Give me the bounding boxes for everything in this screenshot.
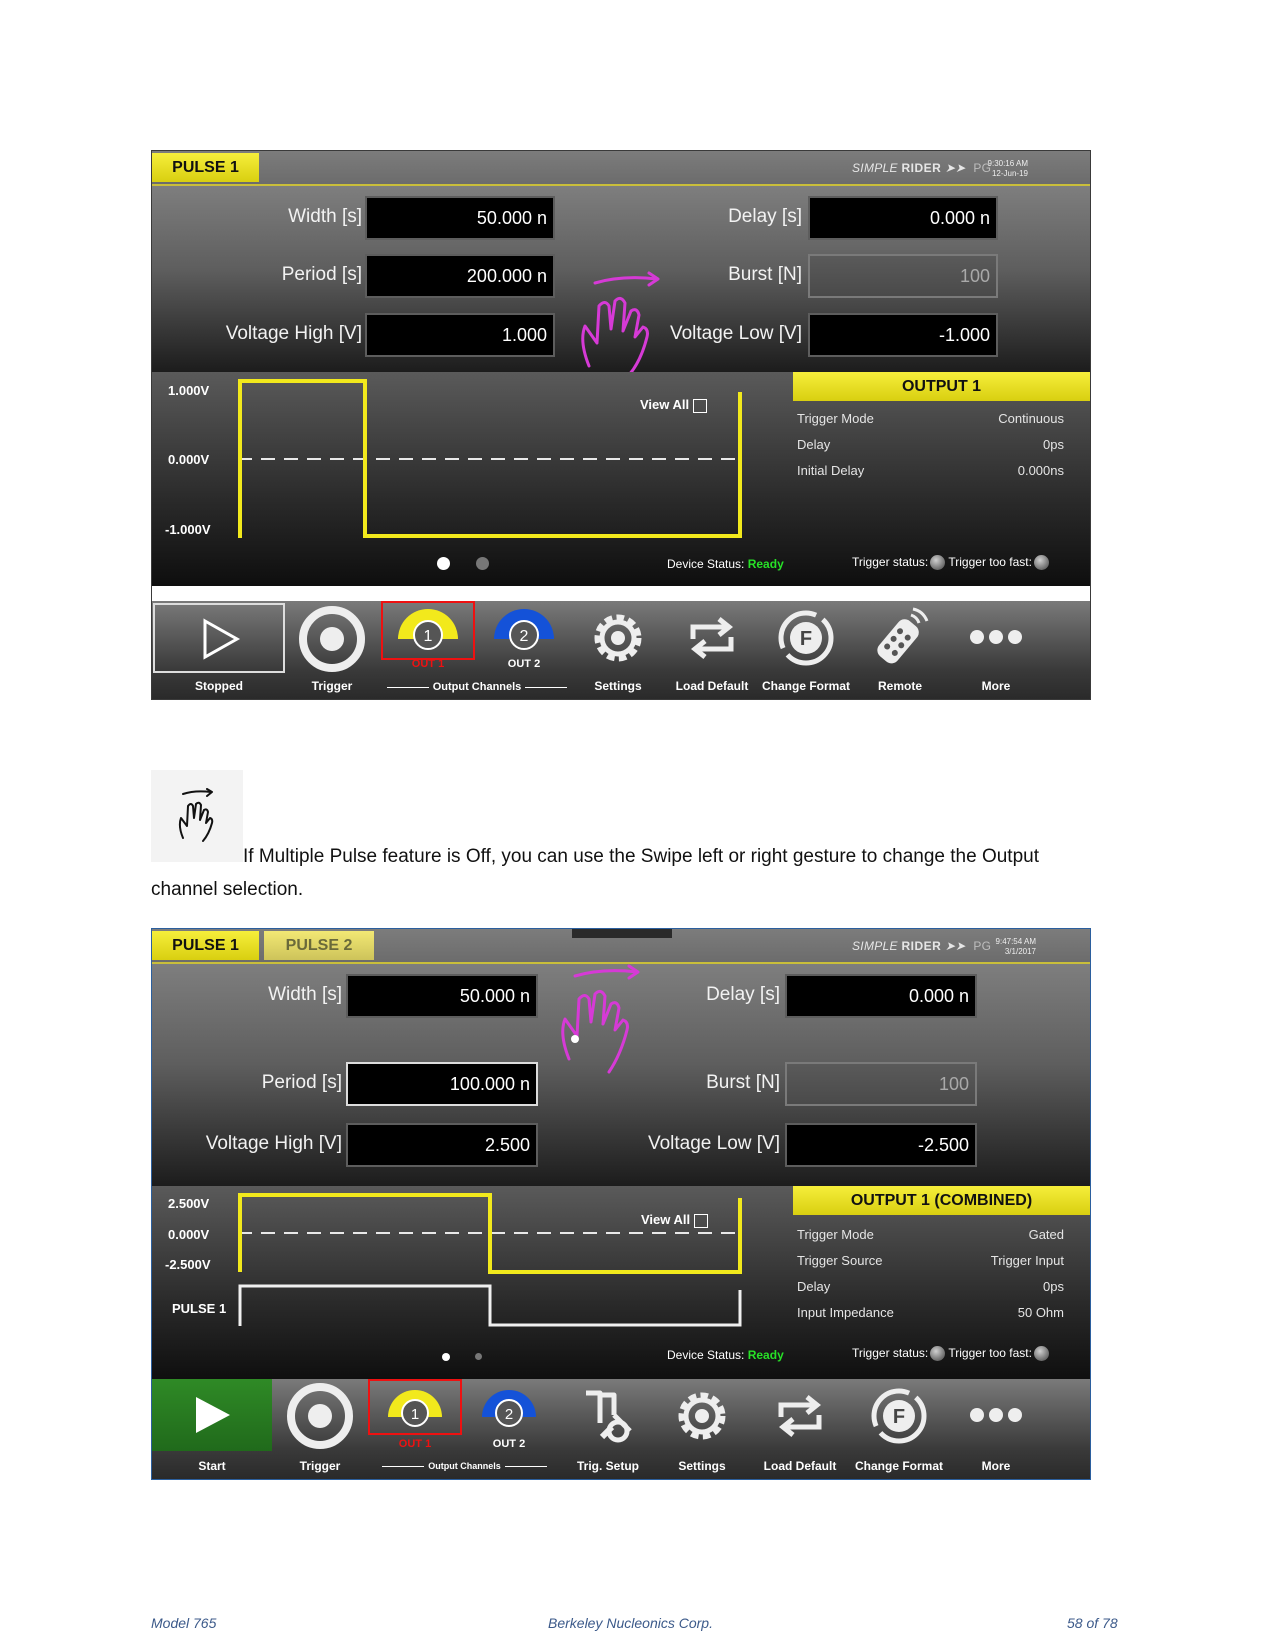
- clock: [984, 937, 1036, 957]
- format-icon: [868, 1385, 930, 1447]
- remote-label: Remote: [877, 679, 922, 693]
- out1-number: 1: [410, 1406, 420, 1423]
- settings-label: Settings: [678, 1459, 726, 1473]
- voltage-low-field[interactable]: -2.500: [785, 1123, 977, 1167]
- delay-field[interactable]: 0.000 n: [808, 196, 998, 240]
- trigger-icon: [298, 605, 366, 673]
- out2-number: 2: [504, 1406, 514, 1423]
- device-status-label: Device Status:: [667, 1348, 745, 1362]
- load-default-button[interactable]: [664, 601, 760, 699]
- settings-label: Settings: [594, 679, 642, 693]
- trigger-fast-label: Trigger too fast:: [948, 1346, 1032, 1360]
- device-status: [667, 1348, 784, 1362]
- trigger-status-led-icon: [930, 1346, 945, 1361]
- voltage-high-label: Voltage High [V]: [205, 1133, 342, 1154]
- load-default-label: Load Default: [763, 1459, 837, 1473]
- view-all-toggle[interactable]: [641, 1212, 708, 1228]
- output-info-panel: [793, 372, 1090, 552]
- clock-time: 9:30:16 AM: [987, 159, 1028, 168]
- brand-logo: [852, 939, 991, 953]
- footer-company: Berkeley Nucleonics Corp.: [548, 1615, 713, 1631]
- trigger-fast-led-icon: [1034, 555, 1049, 570]
- voltage-low-label: Voltage Low [V]: [669, 323, 802, 344]
- pull-down-handle[interactable]: [572, 929, 672, 938]
- settings-button[interactable]: [654, 1379, 750, 1479]
- svg-text:F: F: [799, 628, 813, 650]
- trig-setup-icon: [578, 1385, 638, 1445]
- out1-label: OUT 1: [411, 658, 445, 670]
- clock: [972, 159, 1028, 179]
- trigger-button[interactable]: [280, 1379, 360, 1479]
- output-channels-group-label: Output Channels: [380, 681, 574, 693]
- output-title: OUTPUT 1 (COMBINED): [793, 1186, 1090, 1215]
- trigger-button[interactable]: [292, 601, 372, 699]
- output-row-label: Trigger Mode: [797, 411, 874, 426]
- out1-number: 1: [423, 628, 433, 645]
- view-all-toggle[interactable]: [640, 397, 707, 413]
- parameters-panel: [152, 964, 1090, 1186]
- brand-logo: [852, 161, 991, 175]
- more-dots-icon: [969, 1407, 1023, 1423]
- change-format-button[interactable]: [760, 601, 852, 699]
- brand-arrows-icon: ➤➤: [944, 161, 966, 175]
- trigger-label: Trigger: [299, 1459, 341, 1473]
- more-label: More: [981, 1459, 1011, 1473]
- reload-icon: [683, 613, 741, 663]
- change-format-label: Change Format: [761, 679, 850, 693]
- brand-arrows-icon: ➤➤: [944, 939, 966, 953]
- brand-rider: RIDER: [901, 939, 942, 953]
- width-field[interactable]: 50.000 n: [346, 974, 538, 1018]
- output-info-panel: [793, 1186, 1090, 1336]
- burst-label: Burst [N]: [706, 1072, 780, 1093]
- swipe-hand-icon: [177, 788, 217, 844]
- delay-label: Delay [s]: [706, 984, 780, 1005]
- width-field[interactable]: 50.000 n: [365, 196, 555, 240]
- trigger-status-label: Trigger status:: [852, 1346, 929, 1360]
- gear-icon: [589, 609, 647, 667]
- remote-icon: [867, 603, 933, 671]
- view-all-label: View All: [641, 1212, 691, 1227]
- clock-time: 9:47:54 AM: [995, 937, 1036, 946]
- device-status-label: Device Status:: [667, 557, 745, 571]
- delay-field[interactable]: 0.000 n: [785, 974, 977, 1018]
- paragraph-text: If Multiple Pulse feature is Off, you can use the Swipe left or right gesture to change the Output channel selection.: [151, 846, 1039, 900]
- title-bar: [152, 929, 1090, 964]
- trigger-status-label: Trigger status:: [852, 555, 929, 569]
- trigger-status: [852, 1346, 1049, 1361]
- more-button[interactable]: [948, 1379, 1044, 1479]
- bottom-toolbar: [152, 1379, 1090, 1479]
- trigger-fast-label: Trigger too fast:: [948, 555, 1032, 569]
- page-indicator-active[interactable]: [442, 1353, 450, 1361]
- output-row-label: Input Impedance: [797, 1305, 894, 1320]
- trigger-icon: [286, 1382, 354, 1450]
- output-row-label: Trigger Source: [797, 1253, 883, 1268]
- gear-icon: [673, 1387, 731, 1445]
- trigger-status-led-icon: [930, 555, 945, 570]
- more-label: More: [981, 679, 1011, 693]
- pulse-waveform: [232, 1186, 752, 1336]
- page-indicator[interactable]: [476, 557, 489, 570]
- view-all-checkbox[interactable]: [694, 1214, 708, 1228]
- output-row-label: Delay: [797, 1279, 831, 1294]
- delay-label: Delay [s]: [728, 206, 802, 227]
- pulse-1-trace: [240, 1286, 740, 1326]
- voltage-low-axis-label: -1.000V: [165, 522, 211, 537]
- burst-label: Burst [N]: [728, 264, 802, 285]
- out2-number: 2: [519, 628, 529, 645]
- period-field[interactable]: 100.000 n: [346, 1062, 538, 1106]
- voltage-low-axis-label: -2.500V: [165, 1257, 211, 1272]
- page-indicator-active[interactable]: [437, 557, 450, 570]
- output-row-value: 0ps: [1043, 437, 1064, 452]
- trigger-label: Trigger: [311, 679, 353, 693]
- output-row-value: 0.000ns: [1017, 463, 1064, 478]
- output-row-value: Trigger Input: [990, 1253, 1064, 1268]
- screenshot-single-pulse: [151, 150, 1091, 700]
- out2-channel-icon: [492, 605, 556, 651]
- out2-label: OUT 2: [507, 658, 541, 670]
- output-row-value: 50 Ohm: [1017, 1305, 1064, 1320]
- brand-rider: RIDER: [901, 161, 942, 175]
- title-bar: [152, 151, 1090, 186]
- view-all-checkbox[interactable]: [693, 399, 707, 413]
- out1-label: OUT 1: [398, 1438, 432, 1450]
- pulse-1-trace-label: PULSE 1: [172, 1301, 227, 1316]
- voltage-high-label: Voltage High [V]: [225, 323, 362, 344]
- trigger-status: [852, 555, 1049, 570]
- tab-pulse-1[interactable]: PULSE 1: [152, 931, 259, 960]
- footer-model: Model 765: [151, 1615, 217, 1631]
- voltage-zero-axis-label: 0.000V: [168, 452, 210, 467]
- reload-icon: [771, 1391, 829, 1441]
- load-default-label: Load Default: [675, 679, 749, 693]
- trig-setup-label: Trig. Setup: [576, 1459, 639, 1473]
- brand-pg: PG: [973, 161, 992, 175]
- burst-field[interactable]: 100: [808, 254, 998, 298]
- more-dots-icon: [969, 629, 1023, 645]
- svg-text:F: F: [892, 1406, 906, 1428]
- stopped-label: Stopped: [195, 679, 243, 693]
- page-indicator[interactable]: [475, 1353, 482, 1360]
- burst-field[interactable]: 100: [785, 1062, 977, 1106]
- voltage-zero-axis-label: 0.000V: [168, 1227, 210, 1242]
- output-row-label: Initial Delay: [797, 463, 865, 478]
- start-label: Start: [198, 1459, 226, 1473]
- out2-label: OUT 2: [492, 1438, 526, 1450]
- load-default-button[interactable]: [750, 1379, 850, 1479]
- output-row-label: Delay: [797, 437, 831, 452]
- trig-setup-button[interactable]: [562, 1379, 654, 1479]
- width-label: Width [s]: [268, 984, 342, 1005]
- waveform-panel: [152, 372, 1090, 586]
- tab-pulse-1[interactable]: PULSE 1: [152, 153, 259, 182]
- out1-channel-icon: [396, 605, 460, 651]
- out2-channel-icon: [480, 1385, 538, 1429]
- footer-page-number: 58 of 78: [1067, 1615, 1118, 1631]
- device-status: [667, 557, 784, 571]
- device-status-value: Ready: [747, 1348, 784, 1362]
- output-row-value: Continuous: [998, 411, 1064, 426]
- change-format-button[interactable]: [850, 1379, 948, 1479]
- brand-pg: PG: [973, 939, 992, 953]
- device-status-value: Ready: [747, 557, 784, 571]
- settings-button[interactable]: [572, 601, 664, 699]
- parameters-panel: [152, 186, 1090, 372]
- voltage-low-label: Voltage Low [V]: [647, 1133, 780, 1154]
- voltage-high-field[interactable]: 1.000: [365, 313, 555, 357]
- swipe-gesture-icon: [557, 964, 652, 1079]
- tab-pulse-2[interactable]: PULSE 2: [264, 931, 374, 960]
- output-channels-group-label: Output Channels: [362, 1461, 567, 1471]
- output-row-label: Trigger Mode: [797, 1227, 874, 1242]
- change-format-label: Change Format: [854, 1459, 943, 1473]
- trigger-fast-led-icon: [1034, 1346, 1049, 1361]
- bottom-toolbar: [152, 601, 1090, 699]
- period-label: Period [s]: [261, 1072, 342, 1093]
- period-label: Period [s]: [281, 264, 362, 285]
- format-icon: [775, 607, 837, 669]
- start-label-cell: [152, 1379, 272, 1479]
- more-button[interactable]: [948, 601, 1044, 699]
- period-field[interactable]: 200.000 n: [365, 254, 555, 298]
- view-all-label: View All: [640, 397, 690, 412]
- instruction-paragraph: [151, 840, 1071, 906]
- clock-date: 3/1/2017: [1004, 947, 1036, 956]
- output-title: OUTPUT 1: [793, 372, 1090, 401]
- remote-button[interactable]: [852, 601, 948, 699]
- swipe-gesture-icon: [577, 271, 672, 381]
- voltage-low-field[interactable]: -1.000: [808, 313, 998, 357]
- out1-channel-icon: [386, 1385, 444, 1429]
- output-row-value: Gated: [1028, 1227, 1064, 1242]
- voltage-high-axis-label: 1.000V: [168, 383, 210, 398]
- voltage-high-field[interactable]: 2.500: [346, 1123, 538, 1167]
- brand-simple: SIMPLE: [852, 939, 898, 953]
- waveform-panel: [152, 1186, 1090, 1381]
- output-row-value: 0ps: [1043, 1279, 1064, 1294]
- clock-date: 12-Jun-19: [991, 169, 1028, 178]
- screenshot-multiple-pulse: [151, 928, 1091, 1480]
- voltage-high-axis-label: 2.500V: [168, 1196, 210, 1211]
- stopped-label-cell: [153, 601, 285, 699]
- width-label: Width [s]: [288, 206, 362, 227]
- brand-simple: SIMPLE: [852, 161, 898, 175]
